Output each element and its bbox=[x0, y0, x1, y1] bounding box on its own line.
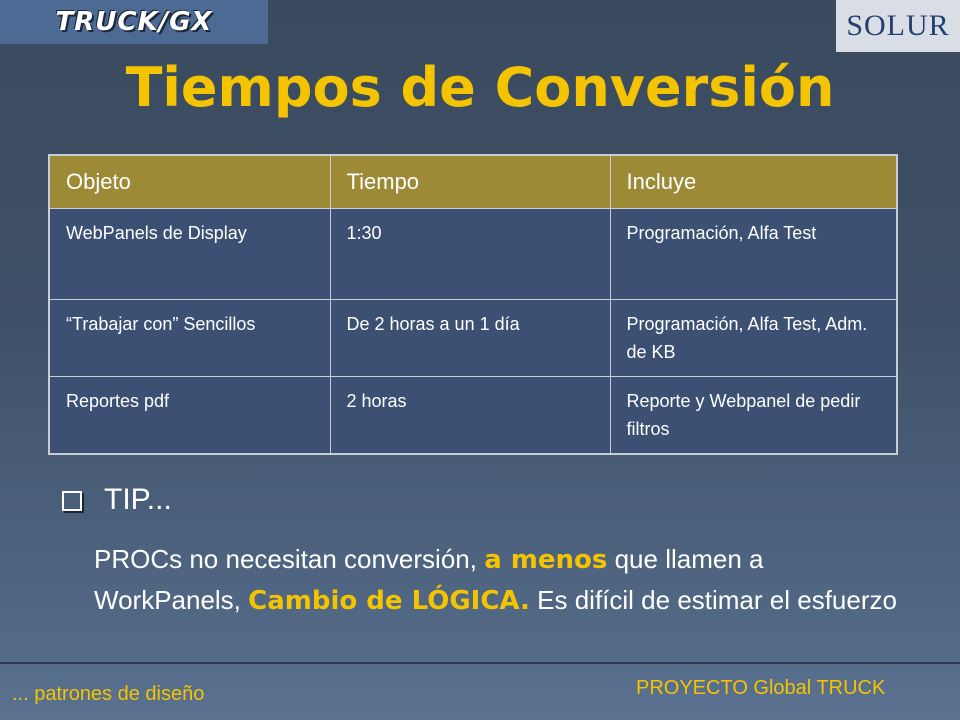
conversion-times-table bbox=[48, 154, 898, 455]
table-cell: “Trabajar con” Sencillos bbox=[49, 300, 330, 377]
tip-label: TIP... bbox=[104, 483, 172, 516]
table-row bbox=[49, 300, 897, 377]
tip-bullet bbox=[62, 483, 172, 517]
table-cell: 2 horas bbox=[330, 377, 610, 455]
table-cell: 1:30 bbox=[330, 209, 610, 300]
page-title: Tiempos de Conversión bbox=[125, 56, 835, 119]
tip-body-text bbox=[94, 539, 914, 621]
footer-divider bbox=[0, 662, 960, 664]
column-header-incluye: Incluye bbox=[610, 155, 897, 209]
footer-left-text: ... patrones de diseño bbox=[12, 683, 205, 705]
table-cell: Programación, Alfa Test, Adm. de KB bbox=[610, 300, 897, 377]
table-row bbox=[49, 377, 897, 455]
table-row bbox=[49, 209, 897, 300]
table-cell: Reporte y Webpanel de pedir filtros bbox=[610, 377, 897, 455]
checkbox-bullet-icon bbox=[62, 491, 82, 511]
tip-highlight: Cambio de LÓGICA. bbox=[248, 586, 530, 616]
truck-gx-logo-text: TRUCK/GX bbox=[55, 7, 213, 37]
tip-text-part: que llamen a WorkPanels, bbox=[94, 544, 764, 615]
table-cell: Programación, Alfa Test bbox=[610, 209, 897, 300]
solur-logo-text: SOLUR bbox=[846, 9, 950, 42]
column-header-tiempo: Tiempo bbox=[330, 155, 610, 209]
footer-right-text: PROYECTO Global TRUCK bbox=[636, 677, 886, 699]
tip-text-part: PROCs no necesitan conversión, bbox=[94, 544, 485, 574]
tip-highlight: a menos bbox=[484, 545, 608, 575]
truck-gx-logo bbox=[0, 0, 268, 44]
table-cell: WebPanels de Display bbox=[49, 209, 330, 300]
table-header-row bbox=[49, 155, 897, 209]
table-cell: De 2 horas a un 1 día bbox=[330, 300, 610, 377]
column-header-objeto: Objeto bbox=[49, 155, 330, 209]
solur-logo bbox=[836, 0, 960, 52]
tip-text-part: Es difícil de estimar el esfuerzo bbox=[529, 585, 897, 615]
table-cell: Reportes pdf bbox=[49, 377, 330, 455]
